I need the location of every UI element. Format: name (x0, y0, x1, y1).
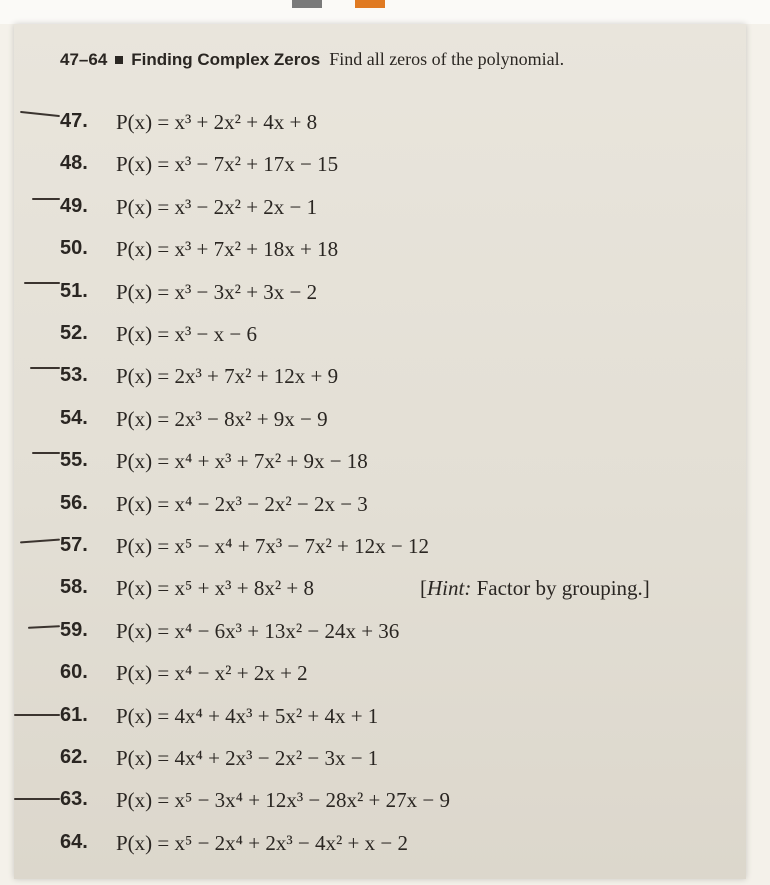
pencil-mark (32, 198, 60, 200)
problem-expression: P(x) = x⁵ − 2x⁴ + 2x³ − 4x² + x − 2 (116, 830, 408, 855)
section-instruction: Find all zeros of the polynomial. (329, 49, 565, 69)
problem-number: 48. (60, 152, 88, 175)
pencil-mark (14, 714, 60, 716)
problem-expression: P(x) = 4x⁴ + 2x³ − 2x² − 3x − 1 (116, 746, 379, 770)
problem-number: 54. (60, 406, 88, 429)
problem-expression: P(x) = x³ − 7x² + 17x − 15 (116, 152, 339, 177)
pencil-mark (24, 282, 60, 284)
problem-expression: P(x) = x³ − 3x² + 3x − 2 (116, 279, 318, 304)
problem-expression: P(x) = 2x³ + 7x² + 12x + 9 (116, 364, 339, 389)
problem-number: 60. (60, 661, 88, 684)
pencil-mark (32, 452, 60, 454)
problem-expression: P(x) = x³ + 2x² + 4x + 8 (116, 110, 318, 134)
pencil-mark (20, 111, 60, 117)
pencil-mark (20, 539, 60, 544)
problem-number: 63. (60, 788, 88, 811)
problem-expression: P(x) = x⁵ − x⁴ + 7x³ − 7x² + 12x − 12 (116, 534, 429, 558)
problem-expression: P(x) = 2x³ − 8x² + 9x − 9 (116, 406, 328, 431)
top-strip (0, 0, 770, 24)
problem-number: 53. (60, 364, 88, 387)
problem-expression: P(x) = 4x⁴ + 4x³ + 5x² + 4x + 1 (116, 703, 379, 728)
problem-number: 61. (60, 703, 88, 726)
problem-number: 50. (60, 237, 88, 260)
problem-expression: P(x) = x⁵ − 3x⁴ + 12x³ − 28x² + 27x − 9 (116, 788, 450, 813)
hint-text: Factor by grouping.] (471, 576, 650, 601)
problem-number: 55. (60, 449, 88, 472)
pencil-mark (30, 367, 60, 369)
problem-number: 57. (60, 534, 88, 556)
section-range: 47–64 (60, 50, 108, 69)
pencil-mark (14, 798, 60, 800)
problem-expression: P(x) = x⁴ + x³ + 7x² + 9x − 18 (116, 449, 368, 474)
problem-hint: [Hint: Factor by grouping.] (420, 576, 650, 601)
problem-number: 58. (60, 576, 88, 599)
problem-expression: P(x) = x⁴ − 2x³ − 2x² − 2x − 3 (116, 491, 368, 516)
orange-tab-marker (355, 0, 385, 8)
problem-number: 52. (60, 322, 88, 344)
problem-number: 62. (60, 746, 88, 768)
section-header (60, 46, 700, 73)
square-bullet-icon (115, 56, 123, 64)
hint-label: Hint: (427, 576, 472, 601)
problem-number: 51. (60, 279, 88, 302)
problem-number: 64. (60, 830, 88, 853)
pencil-mark (28, 625, 60, 629)
textbook-page (14, 24, 746, 879)
problem-number: 47. (60, 110, 88, 132)
problem-expression: P(x) = x³ − 2x² + 2x − 1 (116, 194, 318, 219)
problem-expression: P(x) = x³ − x − 6 (116, 322, 257, 346)
gray-tab-marker (292, 0, 322, 8)
problem-expression: P(x) = x⁴ − x² + 2x + 2 (116, 661, 308, 686)
problem-expression: P(x) = x³ + 7x² + 18x + 18 (116, 237, 339, 262)
problem-expression: P(x) = x⁴ − 6x³ + 13x² − 24x + 36 (116, 618, 400, 643)
problem-number: 49. (60, 194, 88, 217)
problem-expression: P(x) = x⁵ + x³ + 8x² + 8 (116, 576, 314, 601)
problem-number: 56. (60, 491, 88, 514)
section-title: Finding Complex Zeros (131, 50, 321, 69)
problem-number: 59. (60, 618, 88, 641)
